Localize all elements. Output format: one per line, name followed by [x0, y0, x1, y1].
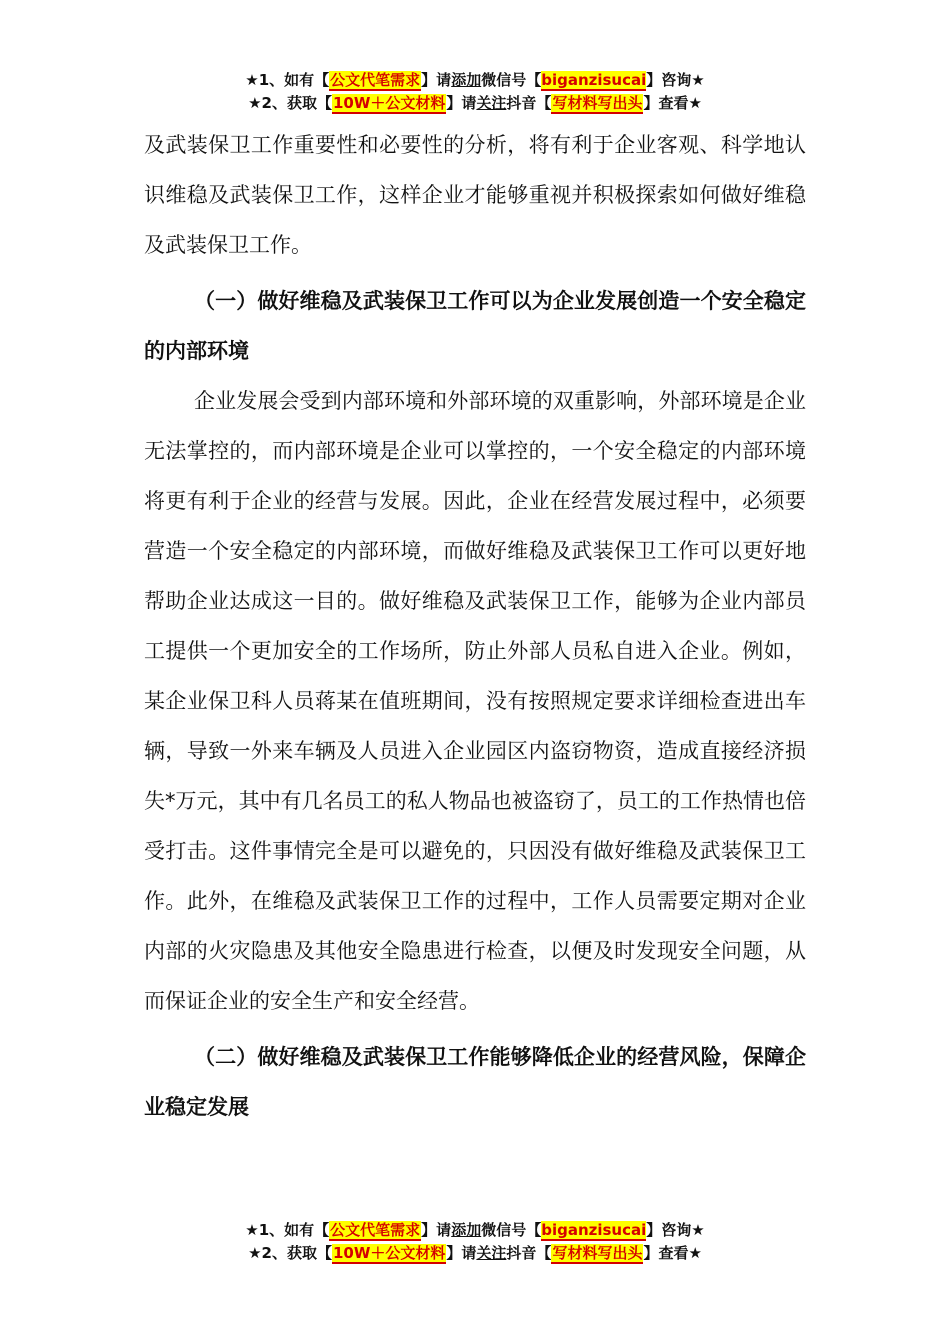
highlight-materials: 10W＋公文材料 — [332, 94, 446, 112]
banner-text: 抖音【 — [506, 94, 552, 112]
banner-text: 微信号【 — [481, 1221, 542, 1239]
banner-line-1 — [0, 69, 950, 92]
top-banner — [0, 69, 950, 115]
highlight-service: 公文代笔需求 — [330, 1221, 421, 1239]
douyin-account: 写材料写出头 — [552, 1244, 643, 1262]
banner-text: 】咨询★ — [646, 1221, 705, 1239]
highlight-service: 公文代笔需求 — [330, 71, 421, 89]
douyin-account: 写材料写出头 — [552, 94, 643, 112]
banner-emphasis: 关注 — [476, 94, 507, 112]
banner-line-2 — [0, 1242, 950, 1265]
document-body — [144, 120, 806, 1132]
banner-text: ★1、如有【 — [245, 71, 330, 89]
banner-text: 抖音【 — [506, 1244, 552, 1262]
banner-emphasis: 添加 — [451, 71, 482, 89]
banner-text: ★2、获取【 — [248, 94, 332, 112]
wechat-id: biganzisucai — [541, 71, 647, 89]
paragraph-intro: 及武装保卫工作重要性和必要性的分析，将有利于企业客观、科学地认识维稳及武装保卫工作，这样企业才能够重视并积极探索如何做好维稳及武装保卫工作。 — [144, 133, 806, 257]
banner-text: 微信号【 — [481, 71, 542, 89]
paragraph-section-1: 企业发展会受到内部环境和外部环境的双重影响，外部环境是企业无法掌控的，而内部环境是企业可以掌控的，一个安全稳定的内部环境将更有利于企业的经营与发展。因此，企业在经营发展过程中，必须要营造一个安全稳定的内部环境，而做好维稳及武装保卫工作可以更好地帮助企业达成这一目的。做好维稳及武装保卫工作，能够为企业内部员工提供一个更加安全的工作场所，防止外部人员私自进入企业。例如，某企业保卫科人员蒋某在值班期间，没有按照规定要求详细检查进出车辆，导致一外来车辆及人员进入企业园区内盗窃物资，造成直接经济损失*万元，其中有几名员工的私人物品也被盗窃了，员工的工作热情也倍受打击。这件事情完全是可以避免的，只因没有做好维稳及武装保卫工作。此外，在维稳及武装保卫工作的过程中，工作人员需要定期对企业内部的火灾隐患及其他安全隐患进行检查，以便及时发现安全问题，从而保证企业的安全生产和安全经营。 — [144, 389, 806, 1013]
banner-text: 】咨询★ — [646, 71, 705, 89]
banner-emphasis: 添加 — [451, 1221, 482, 1239]
banner-text: 】请 — [421, 1221, 452, 1239]
banner-text: 】查看★ — [643, 94, 702, 112]
bottom-banner — [0, 1219, 950, 1265]
highlight-materials: 10W＋公文材料 — [332, 1244, 446, 1262]
banner-text: ★2、获取【 — [248, 1244, 332, 1262]
section-heading-1: （一）做好维稳及武装保卫工作可以为企业发展创造一个安全稳定的内部环境 — [144, 289, 806, 363]
banner-text: ★1、如有【 — [245, 1221, 330, 1239]
banner-emphasis: 关注 — [476, 1244, 507, 1262]
banner-text: 】查看★ — [643, 1244, 702, 1262]
wechat-id: biganzisucai — [541, 1221, 647, 1239]
section-heading-2: （二）做好维稳及武装保卫工作能够降低企业的经营风险，保障企业稳定发展 — [144, 1045, 806, 1119]
banner-text: 】请 — [446, 1244, 477, 1262]
banner-line-1 — [0, 1219, 950, 1242]
banner-text: 】请 — [421, 71, 452, 89]
banner-line-2 — [0, 92, 950, 115]
banner-text: 】请 — [446, 94, 477, 112]
